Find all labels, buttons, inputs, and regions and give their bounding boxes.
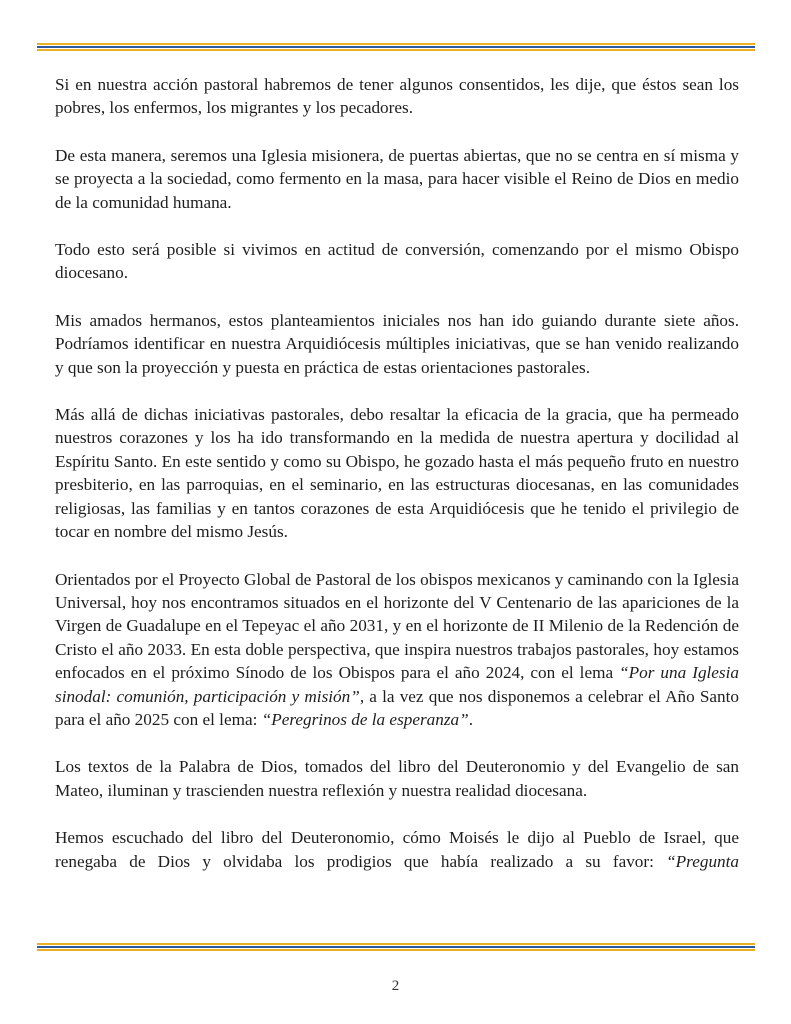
body-text (55, 73, 739, 897)
paragraph-3: Todo esto será posible si vivimos en actitud de conversión, comenzando por el mismo Obispo diocesano. (55, 240, 739, 283)
paragraph-6-text-b: , a la vez que nos disponemos a celebrar el Año Santo para el año 2025 con el lema: (55, 686, 740, 729)
jubilee-motto: “Peregrinos de la esperanza” (261, 709, 469, 729)
paragraph-8-text: Hemos escuchado del libro del Deuteronomio, cómo Moisés le dijo al Pueblo de Israel, que renegaba de Dios y olvidaba los prodigios que había realizado a su favor: (55, 828, 739, 871)
footer-rule (37, 943, 755, 951)
paragraph-1: Si en nuestra acción pastoral habremos de tener algunos consentidos, les dije, que éstos sean los pobres, los enfermos, los migrantes y los pecadores. (55, 75, 739, 118)
paragraph-7: Los textos de la Palabra de Dios, tomados del libro del Deuteronomio y del Evangelio de san Mateo, iluminan y trascienden nuestra reflexión y nuestra realidad diocesana. (55, 757, 739, 800)
synod-motto: “Por una Iglesia sinodal: comunión, participación y misión” (55, 663, 739, 706)
paragraph-4: Mis amados hermanos, estos planteamientos iniciales nos han ido guiando durante siete años. Podríamos identificar en nuestra Arquidiócesis múltiples iniciativas, que se han venido realizando y que son la proyección y puesta en práctica de estas orientaciones pastorales. (55, 310, 739, 377)
paragraph-5: Más allá de dichas iniciativas pastorales, debo resaltar la eficacia de la gracia, que ha permeado nuestros corazones y los ha ido transformando en la medida de nuestra apertura y docilidad al Espíritu Santo. En este sentido y como su Obispo, he gozado hasta el más pequeño fruto en nuestro presbiterio, en las parroquias, en el seminario, en las estructuras diocesanas, en las comunidades religiosas, las familias y en tantos corazones de esta Arquidiócesis que he tenido el privilegio de tocar en nombre del mismo Jesús. (55, 405, 739, 542)
paragraph-8-quote: “Pregunta (666, 851, 739, 871)
paragraph-8 (55, 826, 739, 873)
header-rule (37, 43, 755, 51)
paragraph-2: De esta manera, seremos una Iglesia misionera, de puertas abiertas, que no se centra en sí misma y se proyecta a la sociedad, como fermento en la masa, para hacer visible el Reino de Dios en medio de la comunidad humana. (55, 145, 739, 212)
page-number: 2 (391, 978, 400, 994)
paragraph-6-text-a: Orientados por el Proyecto Global de Pastoral de los obispos mexicanos y caminando con la Iglesia Universal, hoy nos encontramos situados en el horizonte del V Centenario de las apariciones de la Virgen de Guadalupe en el Tepeyac el año 2031, y en el horizonte de II Milenio de la Redención de Cristo el año 2033. En esta doble perspectiva, que inspira nuestros trabajos pastorales, hoy estamos enfocados en el próximo Sínodo de los Obispos para el año 2024, con el lema (55, 569, 739, 683)
paragraph-6 (55, 568, 739, 732)
paragraph-6-text-c: . (468, 709, 473, 729)
